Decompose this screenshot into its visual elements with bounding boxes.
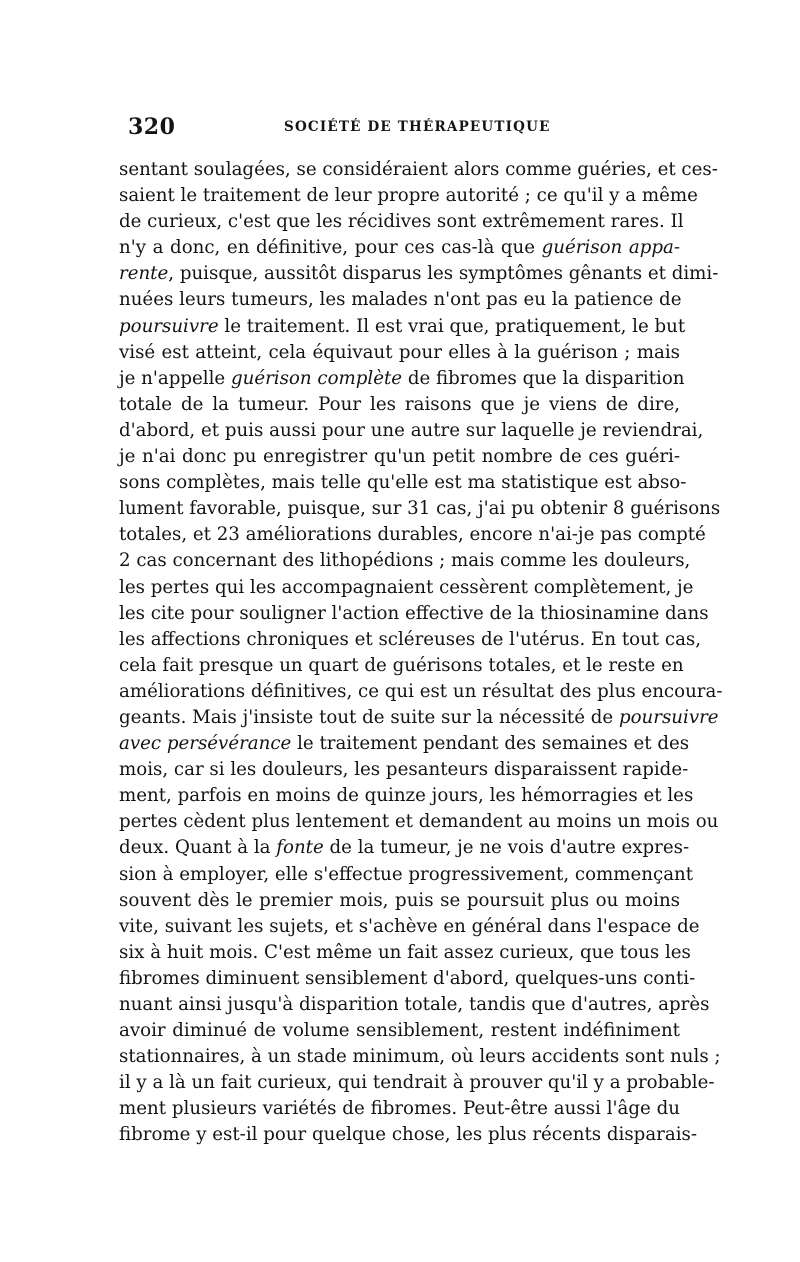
body-text	[119, 157, 723, 1149]
text-line: lument favorable, puisque, sur 31 cas, j'ai pu obtenir 8 guérisons	[119, 498, 721, 520]
text-line: souvent dès le premier mois, puis se poursuit plus ou moins	[119, 889, 680, 911]
text-line: d'abord, et puis aussi pour une autre sur laquelle je reviendrai,	[119, 419, 704, 441]
text-line: rente, puisque, aussitôt disparus les symptômes gênants et dimi-	[119, 263, 719, 285]
text-line: geants. Mais j'insiste tout de suite sur la nécessité de poursuivre	[119, 706, 719, 728]
running-title: SOCIÉTÉ DE THÉRAPEUTIQUE	[284, 119, 551, 135]
text-line: mois, car si les douleurs, les pesanteurs disparaissent rapide-	[119, 759, 689, 781]
text-line: les pertes qui les accompagnaient cessèrent complètement, je	[119, 576, 694, 598]
text-line: nuées leurs tumeurs, les malades n'ont pas eu la patience de	[119, 289, 682, 311]
text-line: cela fait presque un quart de guérisons totales, et le reste en	[119, 654, 684, 676]
text-line: saient le traitement de leur propre autorité ; ce qu'il y a même	[119, 185, 698, 207]
text-line: vite, suivant les sujets, et s'achève en général dans l'espace de	[119, 915, 700, 937]
text-line: fibromes diminuent sensiblement d'abord, quelques-uns conti-	[119, 967, 696, 989]
text-line: il y a là un fait curieux, qui tendrait à prouver qu'il y a probable-	[119, 1072, 715, 1094]
text-line: sons complètes, mais telle qu'elle est ma statistique est abso-	[119, 472, 687, 494]
text-line: visé est atteint, cela équivaut pour elles à la guérison ; mais	[119, 341, 680, 363]
text-line: les affections chroniques et scléreuses de l'utérus. En tout cas,	[119, 628, 702, 650]
text-line: je n'appelle guérison complète de fibromes que la disparition	[119, 367, 685, 389]
text-line: de curieux, c'est que les récidives sont extrêmement rares. Il	[119, 211, 684, 233]
text-line: ment, parfois en moins de quinze jours, les hémorragies et les	[119, 785, 694, 807]
text-line: sion à employer, elle s'effectue progressivement, commençant	[119, 863, 694, 885]
text-line: poursuivre le traitement. Il est vrai que, pratiquement, le but	[119, 315, 686, 337]
text-line: avec persévérance le traitement pendant des semaines et des	[119, 733, 690, 755]
text-line: n'y a donc, en définitive, pour ces cas-là que guérison appa-	[119, 237, 680, 259]
text-line: je n'ai donc pu enregistrer qu'un petit nombre de ces guéri-	[119, 446, 680, 468]
text-line: six à huit mois. C'est même un fait assez curieux, que tous les	[119, 941, 691, 963]
text-line: améliorations définitives, ce qui est un résultat des plus encoura-	[119, 680, 723, 702]
page-header	[128, 114, 684, 138]
text-line: sentant soulagées, se considéraient alors comme guéries, et ces-	[119, 159, 718, 180]
text-line: fibrome y est-il pour quelque chose, les plus récents disparais-	[119, 1124, 697, 1146]
text-line: stationnaires, à un stade minimum, où leurs accidents sont nuls ;	[119, 1046, 721, 1068]
text-line: 2 cas concernant des lithopédions ; mais comme les douleurs,	[119, 550, 691, 572]
text-line: totales, et 23 améliorations durables, encore n'ai-je pas compté	[119, 524, 706, 546]
text-line: avoir diminué de volume sensiblement, restent indéfiniment	[119, 1020, 680, 1042]
text-line: pertes cèdent plus lentement et demandent au moins un mois ou	[119, 811, 719, 833]
text-line: les cite pour souligner l'action effective de la thiosinamine dans	[119, 602, 709, 624]
text-line: deux. Quant à la fonte de la tumeur, je ne vois d'autre expres-	[119, 837, 690, 859]
page-number: 320	[128, 114, 176, 140]
text-line: totale de la tumeur. Pour les raisons que je viens de dire,	[119, 393, 680, 415]
text-line: nuant ainsi jusqu'à disparition totale, tandis que d'autres, après	[119, 994, 710, 1015]
text-line: ment plusieurs variétés de fibromes. Peut-être aussi l'âge du	[119, 1098, 680, 1120]
